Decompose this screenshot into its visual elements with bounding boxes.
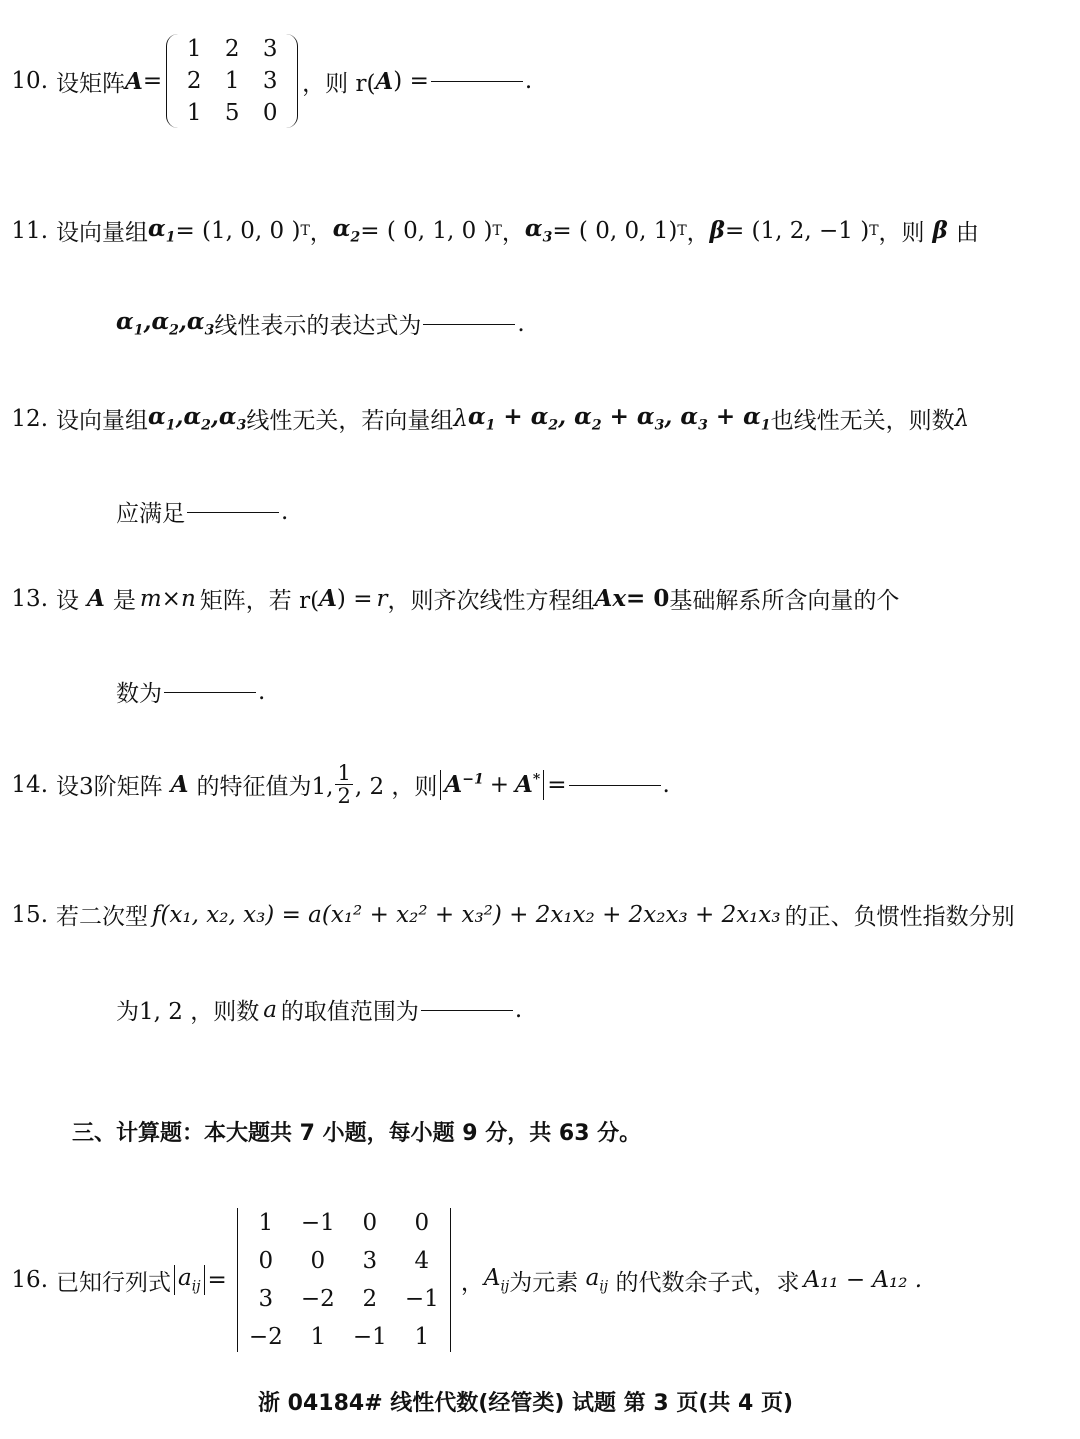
answer-blank xyxy=(164,691,256,693)
det-cell: 2 xyxy=(362,1286,378,1312)
period: . xyxy=(662,771,670,798)
answer-blank xyxy=(421,1009,513,1011)
question-text: ，则 xyxy=(878,220,925,246)
period: . xyxy=(524,68,533,94)
rank-r: r xyxy=(376,585,388,612)
question-16: 16. 已知行列式 $a_{ij}$ = 1 −1 0 0 0 0 3 4 3 −2 2 −1 −2 1 −1 1 ， $A_{ij}$ 为元素 $a_{ij}$ 的代数余子式，求 A₁₁ − A₁₂ . xyxy=(0,1208,922,1352)
beta: β xyxy=(709,217,725,244)
period: . xyxy=(258,678,266,705)
fraction-denominator: 2 xyxy=(337,784,351,809)
question-text: 线性无关，若向量组 xyxy=(246,408,454,434)
question-number: 16. xyxy=(11,1267,48,1293)
alpha-1: $\alpha_1$ xyxy=(148,215,176,246)
transpose-mark: T xyxy=(869,222,879,239)
quadratic-form: f(x₁, x₂, x₃) = a(x₁² + x₂² + x₃²) + 2x₁x₂ + 2x₂x₃ + 2x₁x₃ xyxy=(152,901,781,928)
answer-blank xyxy=(569,784,661,786)
question-text: ) = xyxy=(336,585,373,612)
question-text: 设向量组 xyxy=(56,408,148,434)
dimension: m×n xyxy=(139,585,196,612)
question-text: 若二次型 xyxy=(56,904,148,930)
det-cell: −1 xyxy=(404,1286,439,1312)
fraction xyxy=(335,762,352,807)
det-cell: 0 xyxy=(362,1210,378,1236)
equals-sign: = xyxy=(142,68,163,94)
det-cell: 4 xyxy=(414,1248,430,1274)
matrix-symbol: A xyxy=(375,67,394,95)
answer-blank xyxy=(431,80,523,82)
question-number: 14. xyxy=(11,771,48,798)
question-text: 数为 xyxy=(116,681,162,707)
plus: + xyxy=(489,771,510,798)
question-number: 10. xyxy=(11,68,48,94)
answer-blank xyxy=(187,511,279,513)
det-cell: 0 xyxy=(414,1210,430,1236)
eq-zero: = 0 xyxy=(626,585,670,612)
comma: ， xyxy=(309,220,333,246)
period: . xyxy=(281,498,289,525)
fraction-numerator: 1 xyxy=(337,761,351,785)
alpha-3-def: = ( 0, 0, 1) xyxy=(552,217,678,244)
lambda: λ xyxy=(954,405,970,432)
lambda: λ xyxy=(453,405,468,432)
answer-blank xyxy=(423,323,515,325)
question-text: 设3阶矩阵 xyxy=(56,774,163,801)
section-heading: 三、计算题：本大题共 7 小题，每小题 9 分，共 63 分。 xyxy=(72,1121,642,1146)
det-cell: 0 xyxy=(310,1248,326,1274)
matrix-cell: 2 xyxy=(224,36,240,62)
question-text: 设矩阵 xyxy=(56,70,125,97)
beta-def: = (1, 2, −1 ) xyxy=(724,217,870,244)
question-12 xyxy=(0,402,969,528)
question-text: 应满足 xyxy=(116,501,185,527)
question-number: 13. xyxy=(11,585,48,612)
matrix-cell: 3 xyxy=(262,36,278,62)
question-text: 矩阵，若 r( xyxy=(199,588,320,614)
comma: ， xyxy=(460,1269,484,1296)
question-text: 是 xyxy=(112,588,136,614)
question-text: 设向量组 xyxy=(56,220,148,246)
question-text: 为元素 xyxy=(509,1269,579,1296)
det-cell: 0 xyxy=(258,1248,274,1274)
question-number: 11. xyxy=(11,217,48,244)
comma: ， xyxy=(501,220,525,246)
det-cell: 1 xyxy=(258,1210,274,1236)
det-cell: −1 xyxy=(352,1324,387,1350)
question-text: 已知行列式 xyxy=(56,1269,171,1296)
det-cell: −2 xyxy=(300,1286,335,1312)
result-expr: A₁₁ − A₁₂ . xyxy=(803,1267,923,1293)
matrix-cell: 2 xyxy=(186,68,202,94)
question-number: 12. xyxy=(11,405,48,432)
question-text: 的正、负惯性指数分别 xyxy=(784,904,1015,930)
question-11: 11. 设向量组 $\alpha_1$ = (1, 0, 0 ) T ， $\alpha_2$ = ( 0, 1, 0 ) T ， $\alpha_3$ = ( 0, 0, 1) T ， β = (1, 2, −1 ) T ，则 β 由 $\alpha_1,\alpha_2,\alpha_3$ 线性表示的表达式为 . xyxy=(0,214,979,340)
transpose-mark: T xyxy=(492,222,502,239)
transpose-mark: T xyxy=(677,222,687,239)
period: . xyxy=(514,996,523,1023)
question-text: 线性表示的表达式为 xyxy=(214,313,422,339)
equals-sign: = xyxy=(207,1267,227,1293)
param-a: a xyxy=(263,996,277,1023)
question-text: 由 xyxy=(955,220,979,246)
question-text: 为1, 2 ，则数 xyxy=(116,999,260,1025)
det-cell: 1 xyxy=(414,1324,430,1350)
det-cell: −2 xyxy=(248,1324,283,1350)
vector-combo: $\alpha_1 + \alpha_2$, $\alpha_2 + \alpha_3$, $\alpha_3 + \alpha_1$ xyxy=(467,403,771,434)
comma: ， xyxy=(686,220,710,246)
matrix-cell: 3 xyxy=(262,68,278,94)
matrix xyxy=(166,34,298,128)
matrix-cell: 1 xyxy=(186,36,202,62)
det-cell: 1 xyxy=(310,1324,326,1350)
det-cell: −1 xyxy=(300,1210,335,1236)
alpha-list: $\alpha_1,\alpha_2,\alpha_3$ xyxy=(116,308,215,339)
question-text: 也线性无关，则数 xyxy=(770,408,955,434)
page-footer: 浙 04184# 线性代数(经管类) 试题 第 3 页(共 4 页) xyxy=(258,1391,794,1416)
matrix-cell: 5 xyxy=(224,100,240,126)
question-10 xyxy=(0,34,532,128)
alpha-1-def: = (1, 0, 0 ) xyxy=(175,217,301,244)
question-text: 基础解系所含向量的个 xyxy=(669,588,900,614)
det-cell: 3 xyxy=(258,1286,274,1312)
question-text: ) = xyxy=(393,68,429,94)
alpha-2: $\alpha_2$ xyxy=(332,215,361,246)
matrix-cell: 1 xyxy=(186,100,202,126)
alpha-list: $\alpha_1,\alpha_2,\alpha_3$ xyxy=(148,403,247,434)
question-number: 15. xyxy=(11,901,48,928)
det-cell: 3 xyxy=(362,1248,378,1274)
question-text: 的取值范围为 xyxy=(280,999,419,1025)
matrix-cell: 1 xyxy=(224,68,240,94)
question-text: ，则 r( xyxy=(302,70,376,97)
transpose-mark: T xyxy=(300,222,310,239)
question-text: ，则齐次线性方程组 xyxy=(387,588,595,614)
ax: Ax xyxy=(594,585,627,612)
alpha-2-def: = ( 0, 1, 0 ) xyxy=(360,217,493,244)
matrix-cell: 0 xyxy=(262,100,278,126)
question-15 xyxy=(0,898,1015,1026)
matrix-symbol: A xyxy=(125,67,143,95)
question-text: , 2 ，则 xyxy=(354,774,438,801)
question-text: 的代数余子式，求 xyxy=(615,1269,800,1296)
alpha-3: $\alpha_3$ xyxy=(524,215,553,246)
question-text: 的特征值为1, xyxy=(196,774,334,801)
question-14: 14. 设3阶矩阵 A 的特征值为1, $\frac{1}{2}$ , 2 ，则 $A^{-1}$ + A* = . xyxy=(0,762,670,807)
equals-sign: = xyxy=(547,771,567,798)
determinant xyxy=(231,1208,457,1352)
question-text: 设 xyxy=(56,588,79,614)
question-13: 13. 设 A 是 m×n 矩阵，若 r( A ) = r ，则齐次线性方程组 Ax = 0 基础解系所含向量的个 数为 . xyxy=(0,582,899,708)
period: . xyxy=(517,310,525,337)
